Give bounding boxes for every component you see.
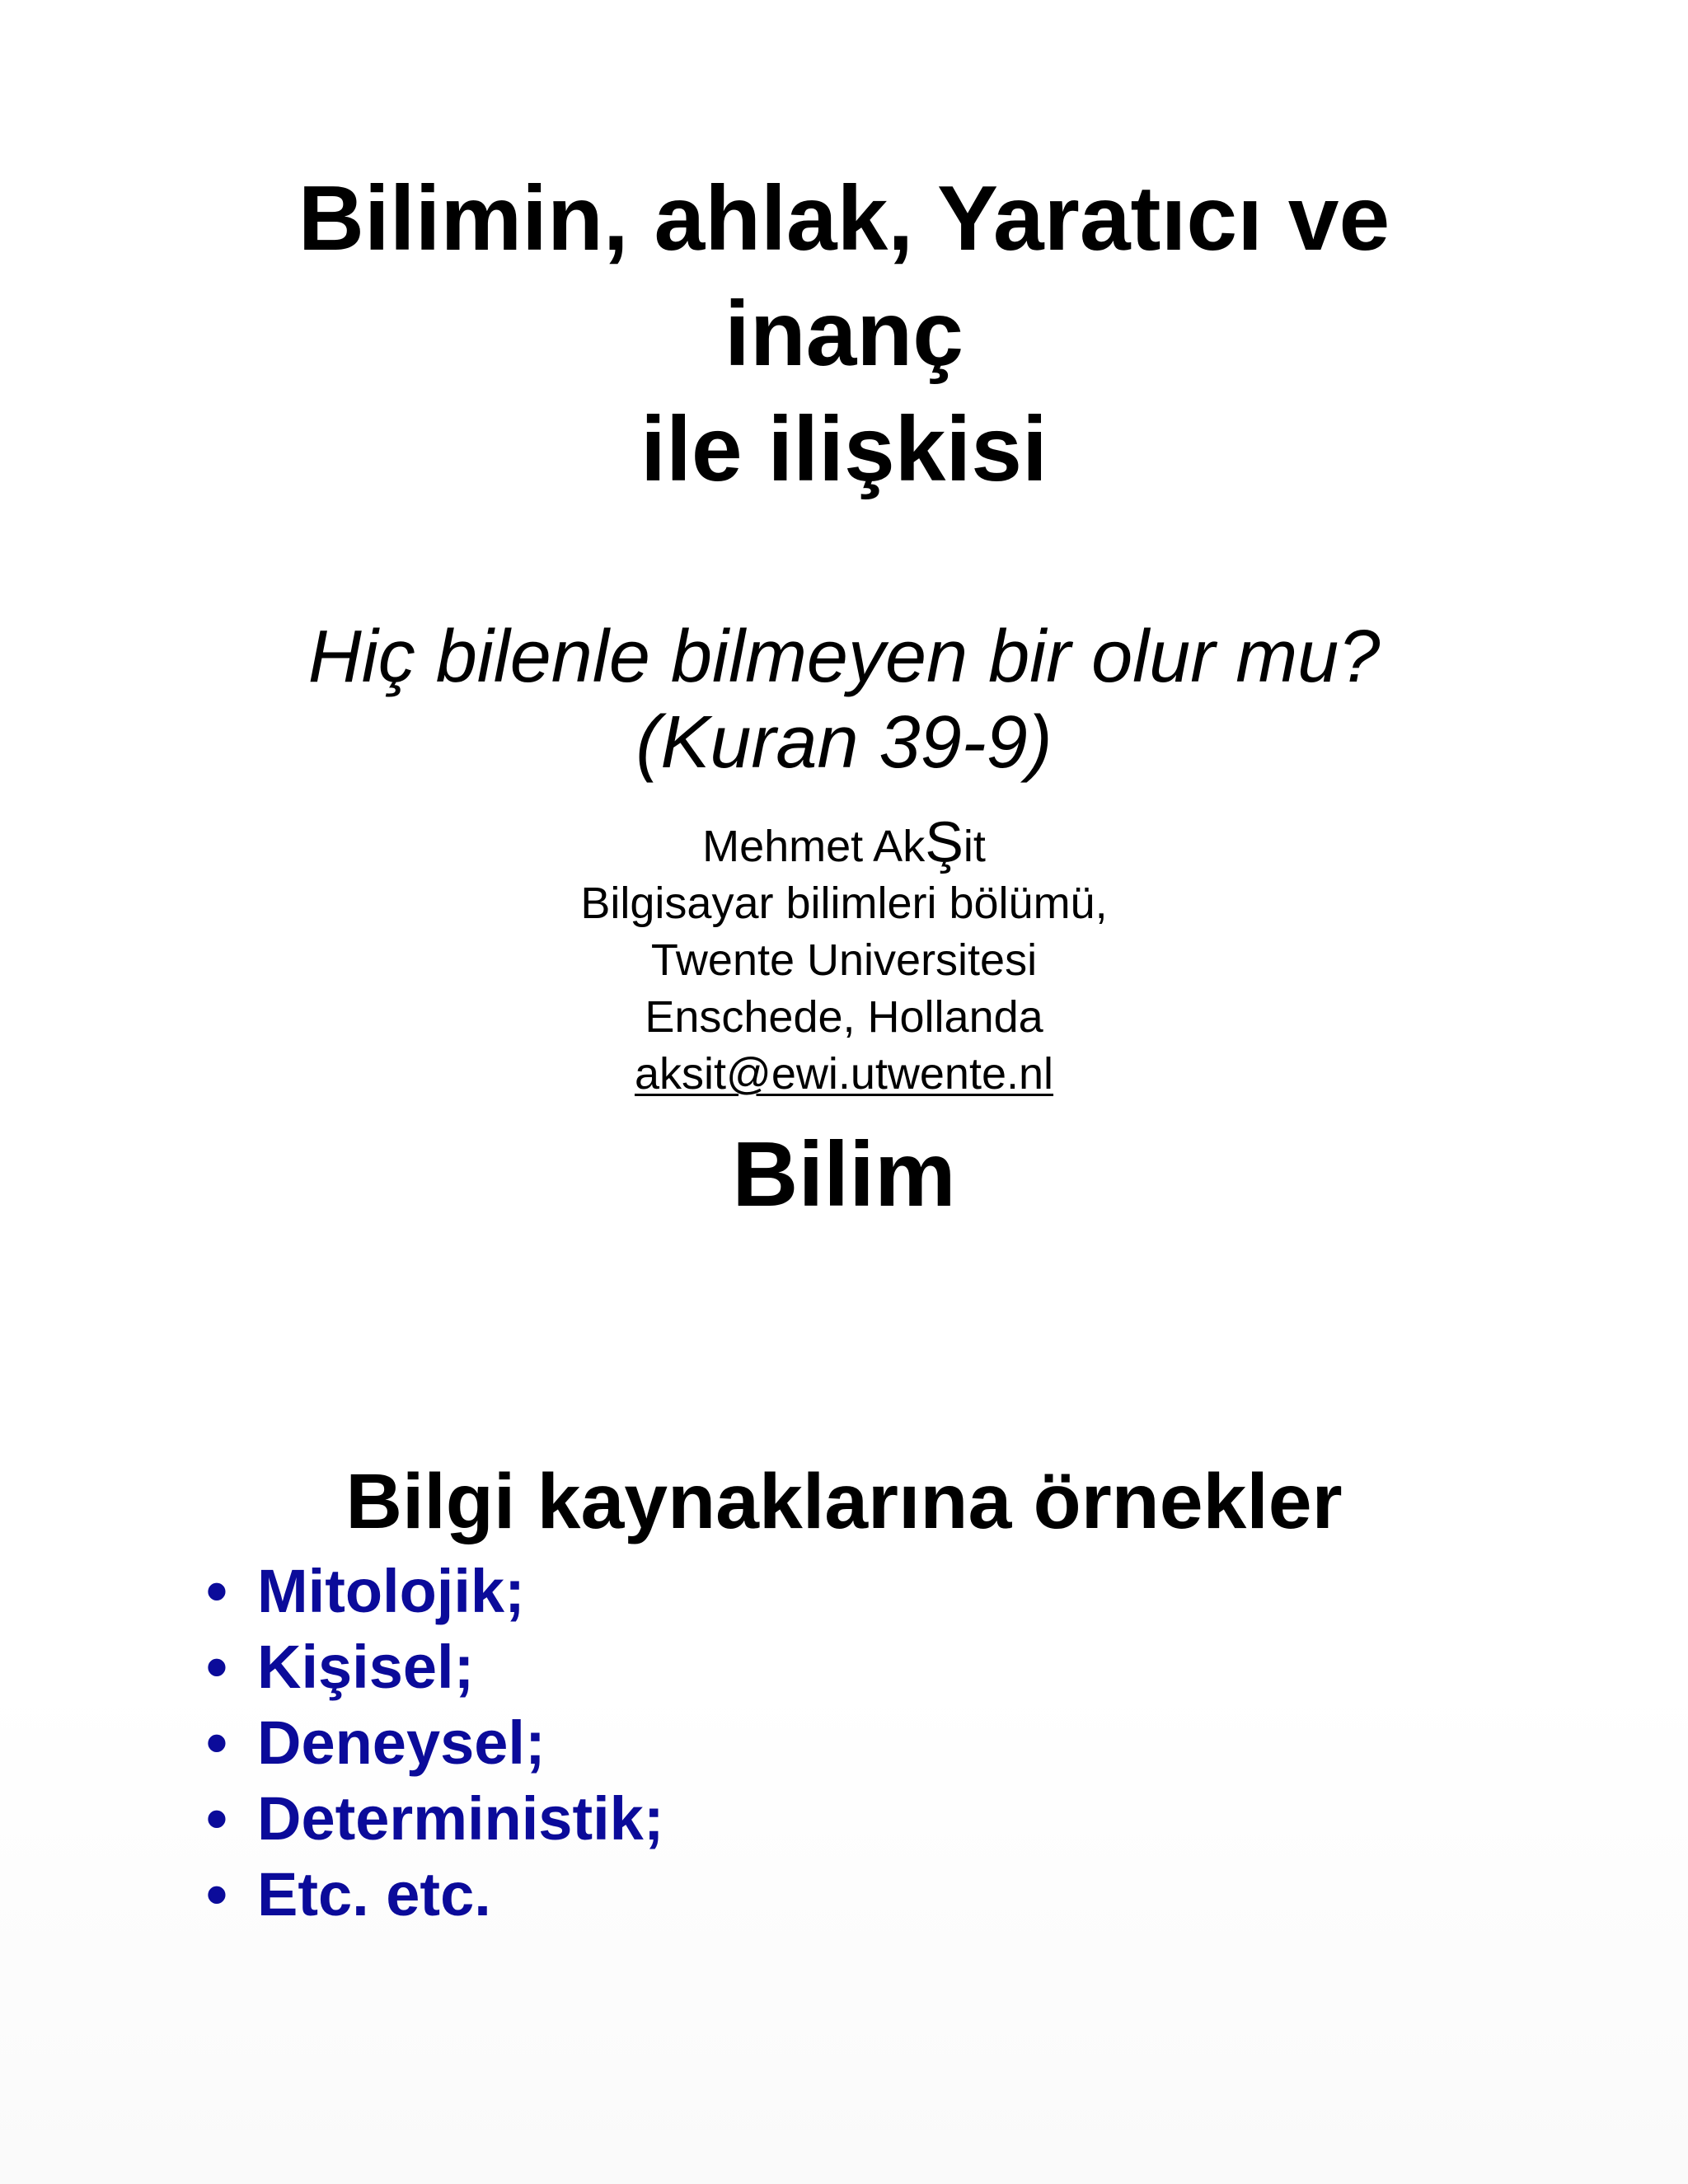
author-email-row [0, 1046, 1688, 1103]
author-block [0, 809, 1688, 1103]
list-item-label: Kişisel; [257, 1633, 475, 1701]
bullet-icon: • [206, 1557, 227, 1625]
quote-source: (Kuran 39-9) [635, 701, 1053, 784]
section-title: Bilim [732, 1123, 956, 1226]
list-item-label: Deterministik; [257, 1784, 664, 1853]
author-email-link[interactable]: aksit@ewi.utwente.nl [634, 1049, 1054, 1099]
title-line-1: Bilimin, ahlak, Yaratıcı ve [298, 167, 1390, 269]
document-title [0, 161, 1688, 507]
title-line-3: ile ilişkisi [640, 398, 1048, 500]
author-university: Twente Universitesi [650, 935, 1038, 985]
list-item [206, 1705, 663, 1781]
sources-list [206, 1554, 663, 1933]
author-name-part-3: it [963, 822, 986, 871]
bullet-icon: • [206, 1784, 227, 1853]
bullet-icon: • [206, 1860, 227, 1929]
quote-line-1: Hiç bilenle bilmeyen bir olur mu? [307, 616, 1381, 698]
list-item-label: Etc. etc. [257, 1860, 491, 1929]
bullet-icon: • [206, 1633, 227, 1701]
author-name [0, 809, 1688, 875]
list-item-label: Mitolojik; [257, 1557, 525, 1625]
title-line-2: inanç [724, 283, 964, 385]
epigraph-quote [0, 614, 1688, 785]
author-name-part-2: Ş [925, 809, 964, 874]
list-item [206, 1781, 663, 1857]
author-name-part-1: Mehmet Ak [702, 822, 926, 871]
list-item [206, 1857, 663, 1933]
list-item-label: Deneysel; [257, 1708, 546, 1777]
author-location: Enschede, Hollanda [645, 992, 1043, 1042]
bullet-icon: • [206, 1708, 227, 1777]
author-department: Bilgisayar bilimleri bölümü, [580, 879, 1108, 928]
sources-heading: Bilgi kaynaklarına örnekler [345, 1458, 1343, 1545]
list-item [206, 1554, 663, 1629]
list-item [206, 1629, 663, 1705]
